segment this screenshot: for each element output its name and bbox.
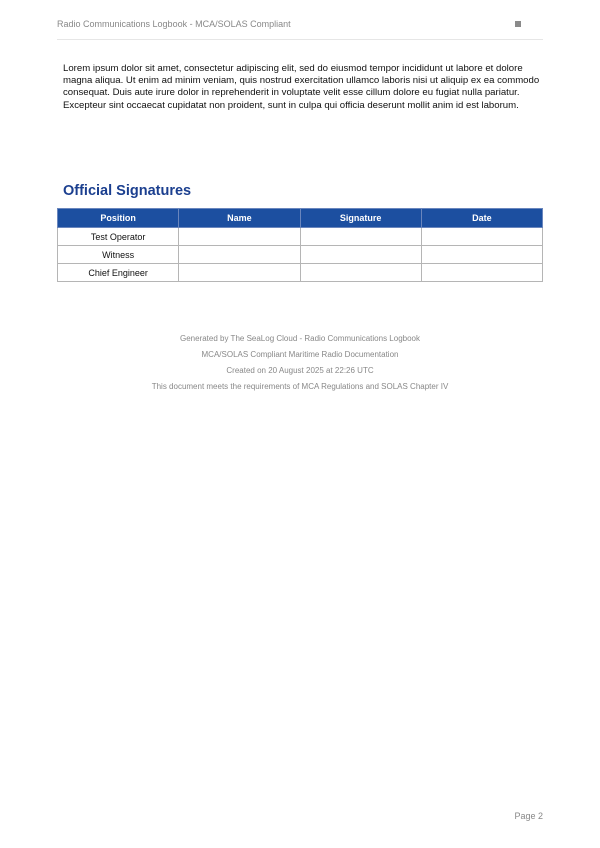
header-title: Radio Communications Logbook - MCA/SOLAS Compliant bbox=[57, 19, 291, 29]
table-row bbox=[58, 246, 543, 264]
column-header-signature: Signature bbox=[300, 209, 421, 228]
footer-created-line: Created on 20 August 2025 at 22:26 UTC bbox=[226, 366, 374, 375]
document-footer bbox=[0, 331, 600, 395]
position-cell: Chief Engineer bbox=[58, 264, 179, 282]
table-row bbox=[58, 228, 543, 246]
date-cell[interactable] bbox=[421, 246, 542, 264]
name-cell[interactable] bbox=[179, 264, 300, 282]
name-cell[interactable] bbox=[179, 246, 300, 264]
date-cell[interactable] bbox=[421, 228, 542, 246]
signature-cell[interactable] bbox=[300, 228, 421, 246]
position-cell: Test Operator bbox=[58, 228, 179, 246]
signature-cell[interactable] bbox=[300, 264, 421, 282]
footer-requirements-line: This document meets the requirements of MCA Regulations and SOLAS Chapter IV bbox=[151, 382, 449, 391]
page-header bbox=[57, 17, 543, 40]
signatures-table bbox=[57, 208, 543, 282]
square-icon bbox=[515, 21, 521, 27]
body-paragraph: Lorem ipsum dolor sit amet, consectetur adipiscing elit, sed do eiusmod tempor incididunt ut labore et dolore magna aliqua. Ut enim ad minim veniam, quis nostrud exercitation ullamco laboris nisi ut aliquip ex ea commodo consequat. Duis aute irure dolor in reprehenderit in voluptate velit esse cillum dolore eu fugiat nulla pariatur. Excepteur sint occaecat cupidatat non proident, sunt in culpa qui officia deserunt mollit anim id est laborum. bbox=[63, 63, 540, 111]
footer-generated-line: Generated by The SeaLog Cloud - Radio Communications Logbook bbox=[180, 334, 420, 343]
footer-compliance-line: MCA/SOLAS Compliant Maritime Radio Documentation bbox=[201, 350, 399, 359]
date-cell[interactable] bbox=[421, 264, 542, 282]
column-header-date: Date bbox=[421, 209, 542, 228]
table-row bbox=[58, 264, 543, 282]
column-header-position: Position bbox=[58, 209, 179, 228]
page-number: Page 2 bbox=[514, 811, 543, 821]
section-title: Official Signatures bbox=[63, 183, 192, 199]
signature-cell[interactable] bbox=[300, 246, 421, 264]
table-header-row bbox=[58, 209, 543, 228]
position-cell: Witness bbox=[58, 246, 179, 264]
name-cell[interactable] bbox=[179, 228, 300, 246]
column-header-name: Name bbox=[179, 209, 300, 228]
